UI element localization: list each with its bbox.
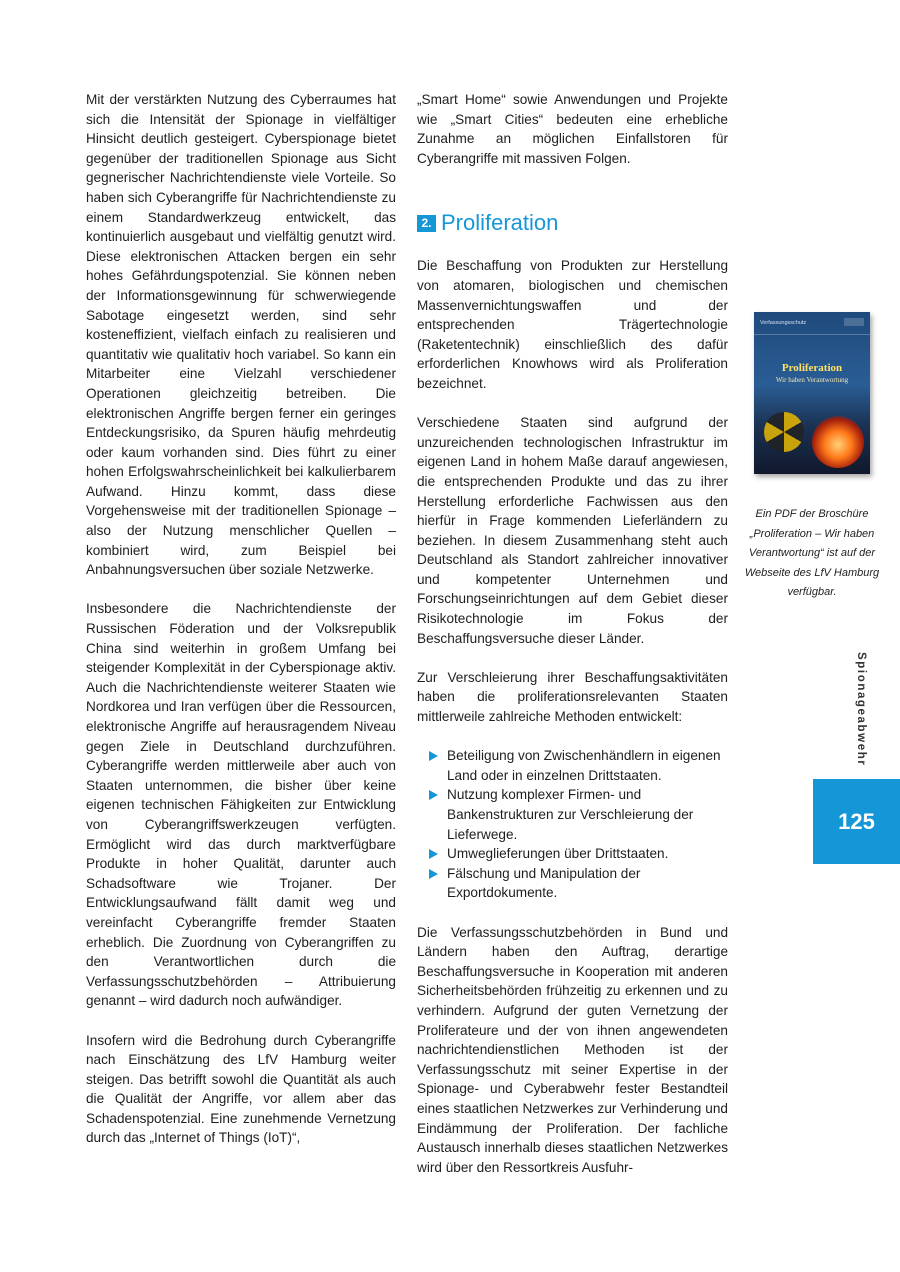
body-paragraph: Mit der verstärkten Nutzung des Cyberraumes hat sich die Intensität der Spionage in vielfältiger Hinsicht deutlich gesteigert. Cyberspionage bietet gegenüber der traditionellen Spionage aus Sicht gegnerischer Nachrichtendienste viele Vorteile. So haben sich Cyberangriffe für Nachrichtendienste zu einem Standardwerkzeug entwickelt, das kontinuierlich ausgebaut und vielfältig genutzt wird. Diese elektronischen Attacken bergen ein sehr hohes Gefährdungspotenzial. Sie können neben der Informationsgewinnung für schwerwiegende Sabotage eingesetzt werden, sind sehr kosteneffizient, vielfach einfach zu realisieren und quantitativ wie qualitativ hoch variabel. So kann ein Mitarbeiter eine Vielzahl verschiedener Operationen gleichzeitig betreiben. Die elektronischen Angriffe bergen ferner ein geringes Entdeckungsrisiko, da Spuren häufig mehrdeutig oder kaum vorhanden sind. Dies führt zu einer hohen Erfolgswahrscheinlichkeit bei kalkulierbarem Aufwand. Hinzu kommt, dass diese Vorgehensweise mit der traditionellen Spionage – also der Nutzung menschlicher Quellen – kombiniert wird, zum Beispiel bei Anbahnungsversuchen über soziale Netzwerke. (86, 92, 396, 578)
cover-publisher: Verfassungsschutz (760, 320, 807, 326)
body-paragraph: Insofern wird die Bedrohung durch Cyberangriffe nach Einschätzung des LfV Hamburg weiter steigen. Das betrifft sowohl die Quantität als auch die Qualität der Angriffe, vor allem aber das Schadenspotenzial. Eine zunehmende Vernetzung durch das „Internet of Things (IoT)“, (86, 1032, 396, 1146)
cover-title: Proliferation (781, 362, 843, 374)
body-paragraph: Verschiedene Staaten sind aufgrund der unzureichenden technologischen Infrastruktur im eigenen Land in hohem Maße darauf angewiesen, die entsprechenden Produkte und das zu ihrer Herstellung erforderliche Fachwissen aus den hierfür in Frage kommenden Lieferländern zu beziehen. In diesem Zusammenhang steht auch Deutschland als Standort zahlreicher innovativer und kompetenter Unternehmen und Forschungseinrichtungen auf dem Gebiet dieser Risikotechnologie im Fokus der Beschaffungsversuche dieser Länder. (417, 415, 728, 646)
list-item: Beteiligung von Zwischenhändlern in eigenen Land oder in einzelnen Drittstaaten. (417, 746, 728, 785)
brochure-cover-image[interactable] (754, 312, 870, 474)
list-item: Fälschung und Manipulation der Exportdokumente. (417, 864, 728, 903)
cover-subtitle: Wir haben Verantwortung (775, 376, 849, 384)
section-heading (417, 210, 728, 236)
body-paragraph: „Smart Home“ sowie Anwendungen und Projekte wie „Smart Cities“ bedeuten eine erhebliche Zunahme an möglichen Einfallstoren für Cyberangriffe mit massiven Folgen. (417, 92, 728, 166)
body-paragraph: Die Beschaffung von Produkten zur Herstellung von atomaren, biologischen und chemischen Massenvernichtungswaffen und der entsprechenden Trägertechnologie (Raketentechnik) einschließlich des dafür erforderlichen Knowhows wird als Proliferation bezeichnet. (417, 258, 728, 391)
list-item: Nutzung komplexer Firmen- und Bankenstrukturen zur Verschleierung der Lieferwege. (417, 785, 728, 844)
image-caption: Ein PDF der Broschüre „Proliferation – Wir haben Verantwortung“ ist auf der Webseite des LfV Hamburg verfügbar. (744, 508, 880, 598)
left-text-column (86, 90, 396, 1168)
list-item: Umweglieferungen über Drittstaaten. (417, 844, 728, 864)
body-paragraph: Die Verfassungsschutzbehörden in Bund und Ländern haben den Auftrag, derartige Beschaffungsversuche in Kooperation mit anderen Sicherheitsbehörden frühzeitig zu erkennen und zu verhindern. Aufgrund der guten Vernetzung der Proliferateure und der von ihnen angewendeten nachrichtendienstlichen Methoden ist der Verfassungsschutz mit seiner Expertise in der Spionage- und Cyberabwehr fester Bestandteil eines staatlichen Netzwerkes zur Verhinderung und Eindämmung der Proliferation. Der fachliche Austausch innerhalb dieses staatlichen Netzwerkes wird über den Ressortkreis Ausfuhr- (417, 924, 728, 1175)
method-list (417, 746, 728, 903)
radiation-symbol-icon (764, 412, 804, 452)
explosion-icon (812, 416, 864, 468)
body-paragraph: Zur Verschleierung ihrer Beschaffungsaktivitäten haben die proliferationsrelevanten Staaten mittlerweile zahlreiche Methoden entwickelt: (417, 669, 728, 725)
chapter-side-label: Spionageabwehr (855, 652, 867, 767)
hamburg-logo-icon (844, 318, 864, 326)
section-number-badge: 2. (417, 215, 436, 232)
page-number: 125 (813, 779, 900, 864)
middle-text-column (417, 90, 728, 1197)
section-title: Proliferation (441, 210, 559, 236)
body-paragraph: Insbesondere die Nachrichtendienste der Russischen Föderation und der Volksrepublik China sind weiterhin in großem Umfang bei steigender Komplexität in der Cyberspionage aktiv. Auch die Nachrichtendienste weiterer Staaten wie Nordkorea und Iran verfügen über die Ressourcen, elektronische Angriffe auf herausragendem Niveau gegen Ziele in Deutschland durchzuführen. Cyberangriffe werden mittlerweile aber auch von Staaten unternommen, die bisher über keine eigenen technischen Fähigkeiten zur Entwicklung von Cyberangriffswerkzeugen verfügten. Ermöglicht wird das durch marktverfügbare Produkte in hoher Qualität, darunter auch Schadsoftware wie Trojaner. Der Entwicklungsaufwand fällt damit weg und vereinfacht Cyberangriffe fremder Staaten erheblich. Die Zuordnung von Cyberangriffen zu den Verantwortlichen durch die Verfassungsschutzbehörden – Attribuierung genannt – wird dadurch noch aufwändiger. (86, 601, 396, 1009)
